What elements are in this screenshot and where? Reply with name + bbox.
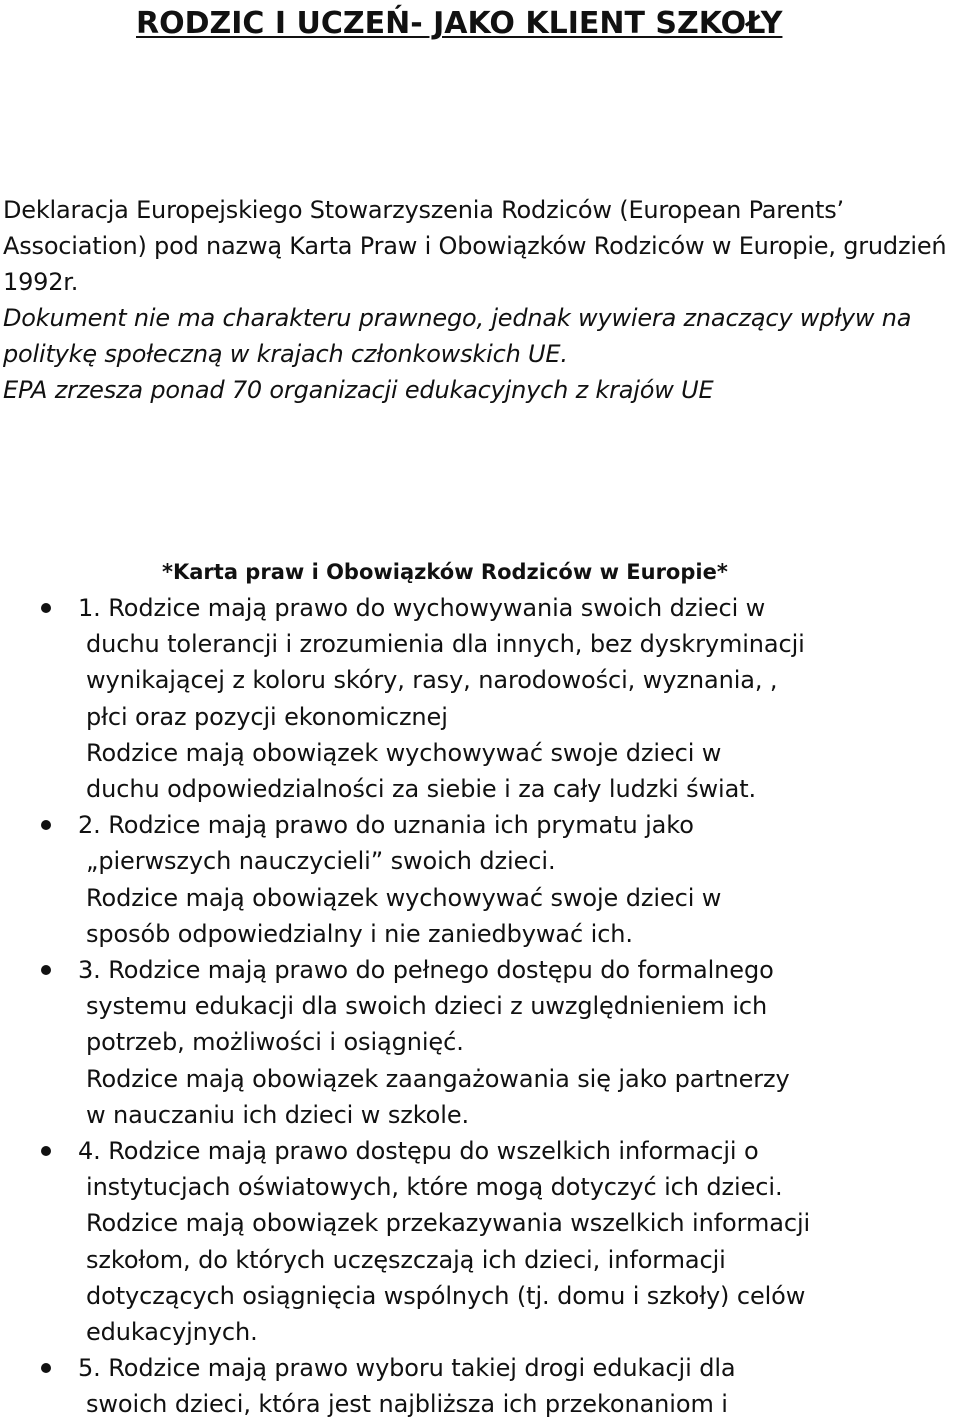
list-item-line — [78, 590, 960, 626]
list-item-line: Rodzice mają obowiązek wychowywać swoje dzieci w — [86, 738, 722, 767]
list-item-line: swoich dzieci, która jest najbliższa ich przekonaniom i — [86, 1390, 728, 1419]
bullet-icon — [41, 1363, 51, 1373]
list-item — [0, 807, 960, 952]
list-item-text: Rodzice mają prawo do pełnego dostępu do formalnego — [108, 956, 774, 985]
list-item-text: Rodzice mają prawo dostępu do wszelkich informacji o — [108, 1137, 759, 1166]
list-item-line — [78, 952, 960, 988]
list-item-number: 4. — [78, 1137, 101, 1166]
list-item-line: dotyczących osiągnięcia wspólnych (tj. domu i szkoły) celów — [86, 1281, 806, 1310]
list-item-text: Rodzice mają prawo wyboru takiej drogi edukacji dla — [108, 1354, 736, 1383]
list-item-number: 1. — [78, 594, 101, 622]
list-item-line — [78, 807, 960, 843]
list-item-line: szkołom, do których uczęszczają ich dzieci, informacji — [86, 1245, 726, 1274]
list-item-line: Rodzice mają obowiązek przekazywania wszelkich informacji — [86, 1209, 811, 1238]
list-item-line: w nauczaniu ich dzieci w szkole. — [86, 1100, 470, 1129]
bullet-icon — [41, 820, 51, 830]
list-item-line: „pierwszych nauczycieli” swoich dzieci. — [86, 847, 556, 876]
list-item-line: wynikającej z koloru skóry, rasy, narodowości, wyznania, , — [86, 666, 778, 695]
intro-italic-text: Dokument nie ma charakteru prawnego, jednak wywiera znaczący wpływ na politykę społeczną w krajach członkowskich UE. EPA zrzesza ponad 70 organizacji edukacyjnych z krajów UE — [3, 304, 912, 404]
list-item-line — [78, 1350, 960, 1386]
rights-list — [0, 590, 960, 1423]
bullet-icon — [41, 965, 51, 975]
list-item-line: Rodzice mają obowiązek wychowywać swoje dzieci w — [86, 883, 722, 912]
list-item-line: potrzeb, możliwości i osiągnięć. — [86, 1028, 464, 1057]
list-item-line: płci oraz pozycji ekonomicznej — [86, 702, 448, 731]
list-item-line: systemu edukacji dla swoich dzieci z uwzględnieniem ich — [86, 992, 768, 1021]
intro-paragraph — [3, 192, 953, 408]
list-item-number: 3. — [78, 956, 101, 985]
intro-declaration-text: Deklaracja Europejskiego Stowarzyszenia Rodziców (European Parents’ Association) pod nazwą Karta Praw i Obowiązków Rodziców w Europie, grudzień 1992r. — [3, 196, 947, 296]
bullet-icon — [41, 603, 51, 613]
list-item — [0, 952, 960, 1133]
bullet-icon — [41, 1146, 51, 1156]
list-item-line: instytucjach oświatowych, które mogą dotyczyć ich dzieci. — [86, 1173, 783, 1202]
list-item-line: Rodzice mają obowiązek zaangażowania się jako partnerzy — [86, 1064, 790, 1093]
list-item-line: edukacyjnych. — [86, 1318, 258, 1347]
list-item — [0, 1133, 960, 1350]
list-item-line: sposób odpowiedzialny i nie zaniedbywać ich. — [86, 919, 633, 948]
list-item — [0, 590, 960, 807]
list-item-line: duchu tolerancji i zrozumienia dla innych, bez dyskryminacji — [86, 630, 805, 659]
list-item-text: Rodzice mają prawo do wychowywania swoich dzieci w — [108, 594, 766, 622]
list-item-line: duchu odpowiedzialności za siebie i za cały ludzki świat. — [86, 775, 757, 804]
charter-subheading: *Karta praw i Obowiązków Rodziców w Europie* — [162, 560, 728, 584]
list-item-number: 2. — [78, 811, 101, 840]
list-item-text: Rodzice mają prawo do uznania ich prymatu jako — [108, 811, 694, 840]
list-item-line — [78, 1133, 960, 1169]
list-item-number: 5. — [78, 1354, 101, 1383]
list-item — [0, 1350, 960, 1422]
document-title: RODZIC I UCZEŃ- JAKO KLIENT SZKOŁY — [136, 6, 783, 41]
